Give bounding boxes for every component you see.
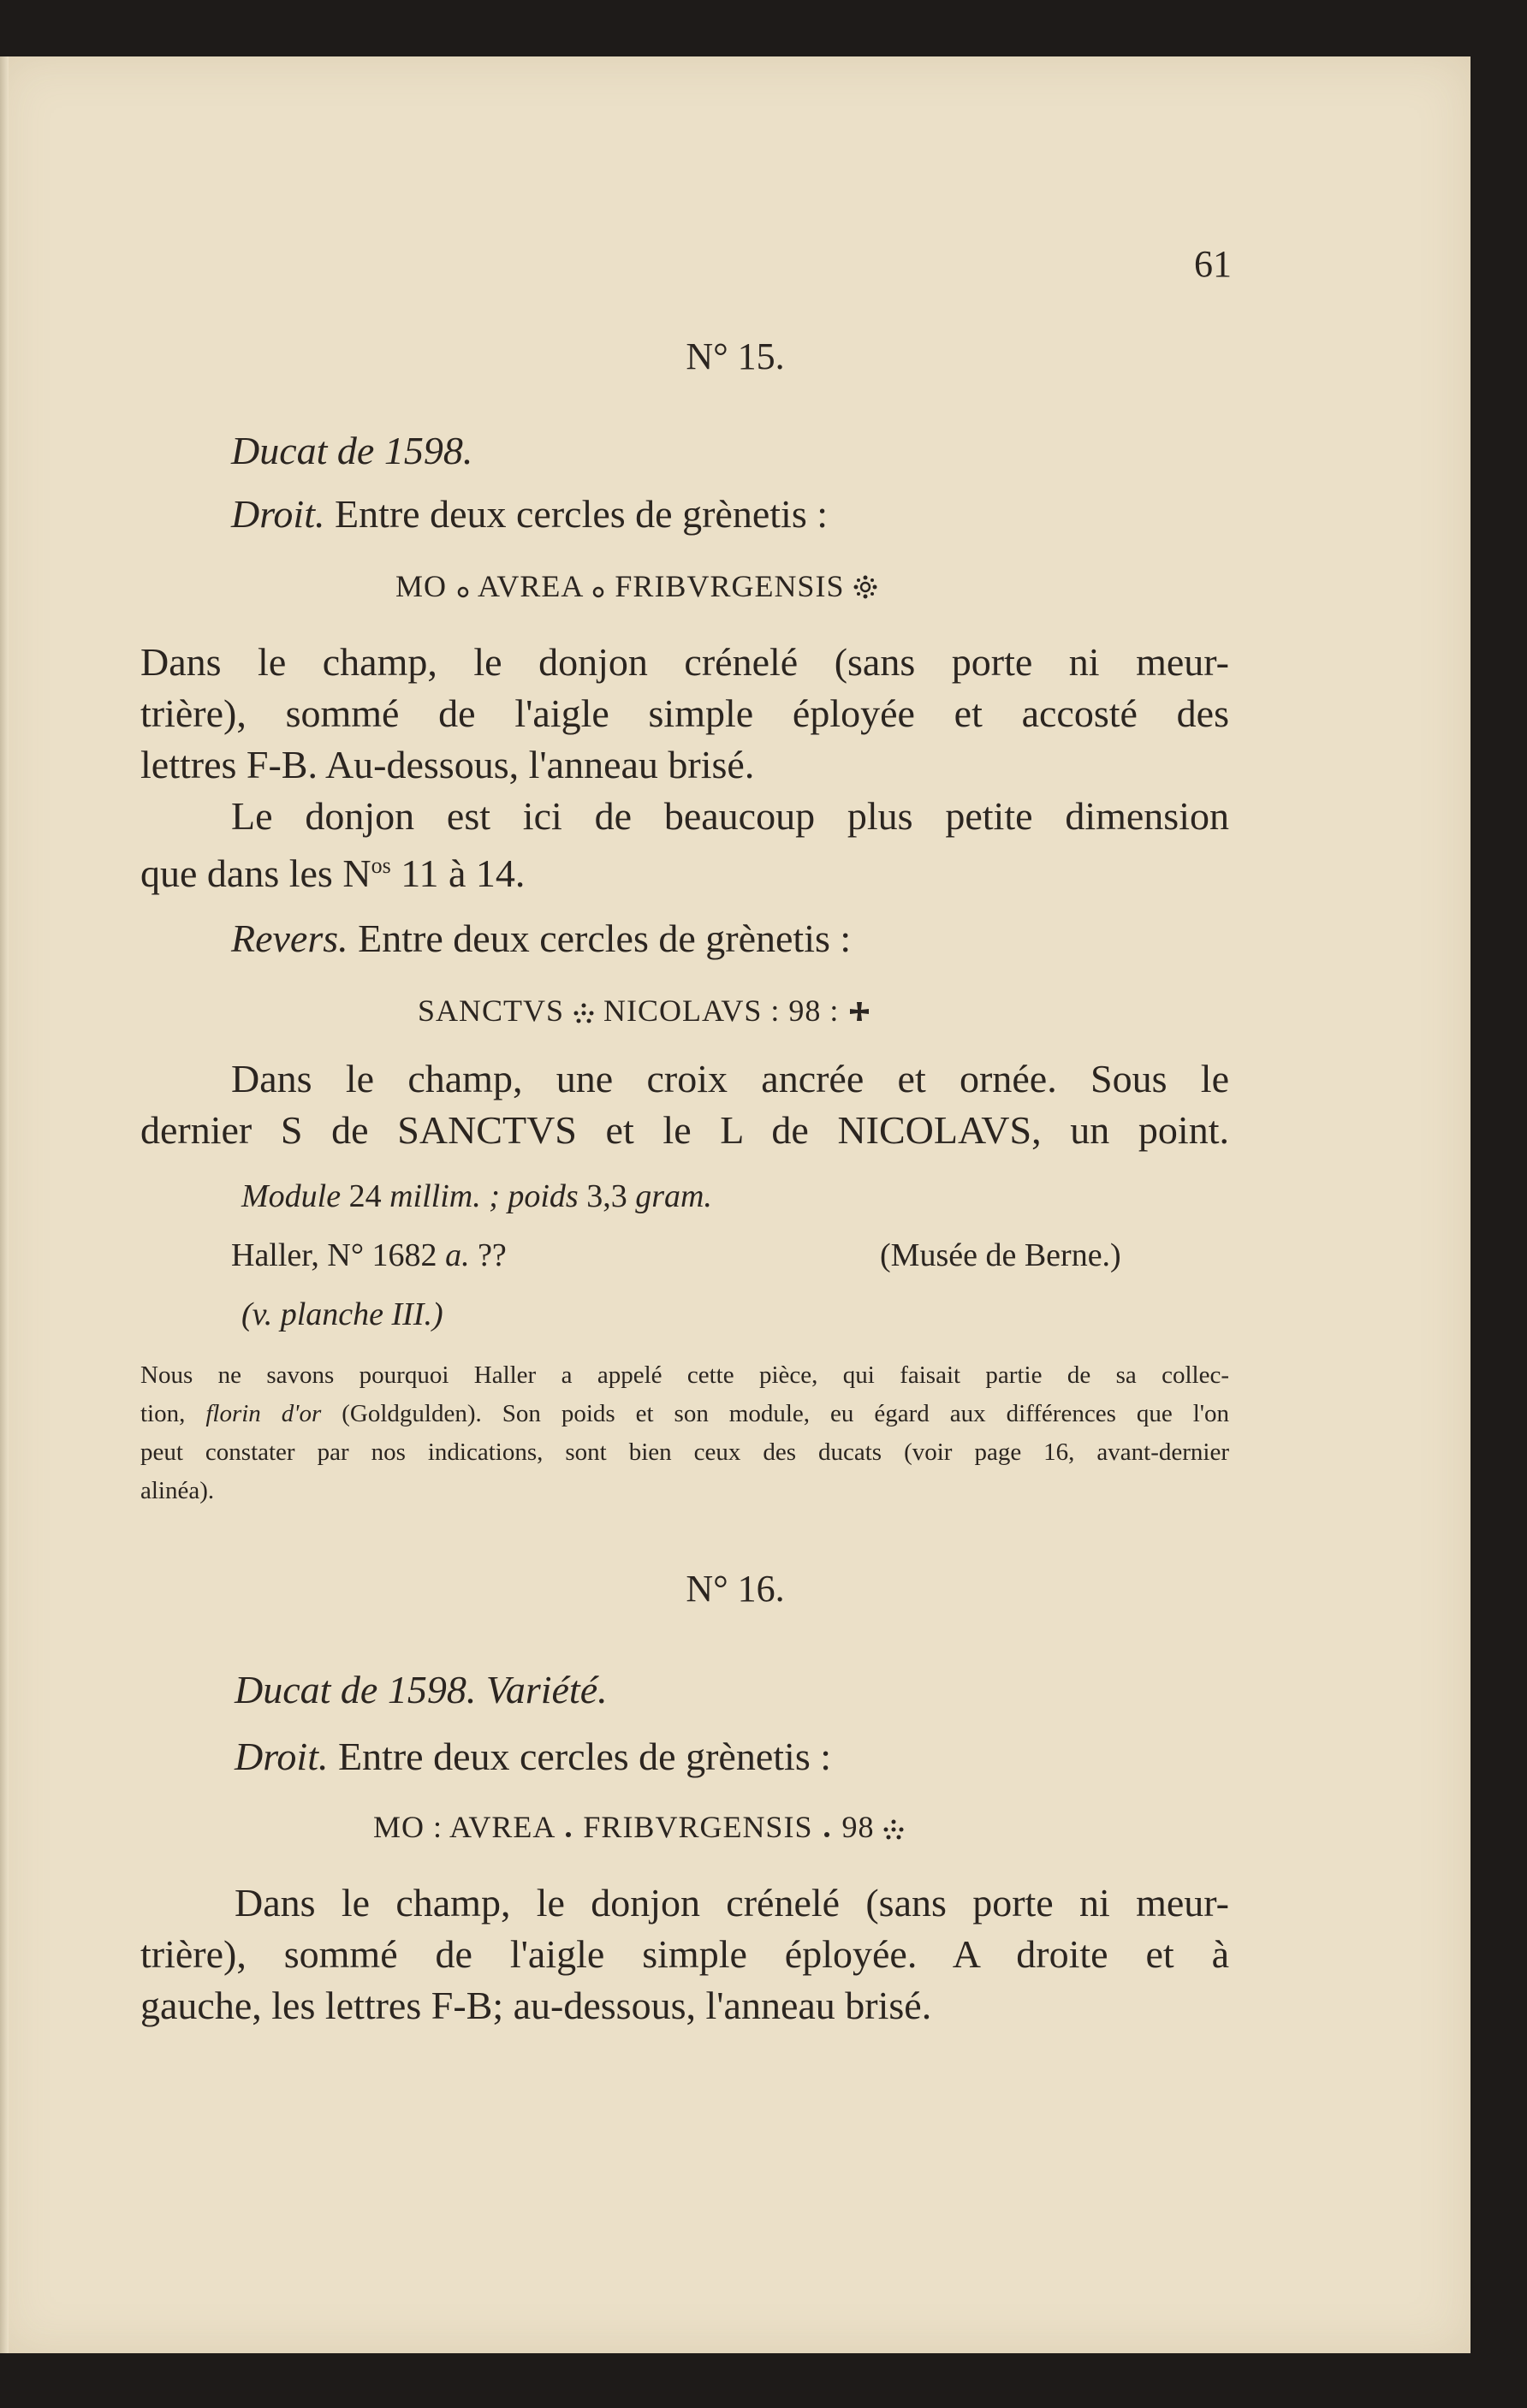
donjon-text: 11 à 14. — [390, 851, 526, 895]
legend-part: FRIBVRGENSIS — [615, 569, 845, 603]
revers-champ-line-2: dernier S de SANCTVS et le L de NICOLAVS, un point. — [140, 1108, 1229, 1152]
droit-legend-no16 — [373, 1809, 905, 1848]
module-line — [241, 1177, 712, 1215]
droit-line-no15 — [231, 488, 828, 541]
superscript: os — [371, 853, 391, 878]
footnote-text: tion, — [140, 1400, 206, 1427]
haller-reference — [231, 1237, 507, 1274]
footnote-line-4: alinéa). — [140, 1477, 215, 1504]
donjon-line-2 — [140, 847, 525, 900]
dot-cluster-icon — [882, 1812, 905, 1848]
no16-champ-line-2: trière), sommé de l'aigle simple éployée. A droite et à — [140, 1932, 1229, 1976]
small-circle-icon — [591, 572, 606, 608]
revers-text: Entre deux cercles de grènetis : — [358, 916, 852, 960]
module-value: 24 — [341, 1178, 390, 1214]
footnote-line-1: Nous ne savons pourquoi Haller a appelé cette pièce, qui faisait partie de sa collec- — [140, 1361, 1229, 1389]
coin-title-no16: Ducat de 1598. Variété. — [235, 1668, 608, 1711]
module-unit: millim. ; poids — [389, 1178, 579, 1214]
poids-value: 3,3 — [578, 1178, 636, 1214]
droit-label: Droit. — [231, 492, 325, 536]
middle-dot-icon — [562, 1812, 574, 1848]
no16-champ-line-3: gauche, les lettres F-B; au-dessous, l'anneau brisé. — [140, 1984, 932, 2027]
revers-label: Revers. — [231, 916, 348, 960]
no16-champ-line-1: Dans le champ, le donjon crénelé (sans porte ni meur- — [235, 1881, 1229, 1925]
dot-cluster-icon — [573, 996, 595, 1032]
revers-legend-no15 — [418, 993, 871, 1032]
droit-legend-no15 — [395, 568, 878, 608]
small-circle-icon — [455, 572, 471, 608]
legend-part: 98 — [841, 1810, 875, 1844]
legend-part: MO — [395, 569, 448, 603]
middle-dot-icon — [821, 1812, 833, 1848]
cross-pattee-icon — [847, 996, 871, 1032]
donjon-text: que dans les N — [140, 851, 371, 895]
revers-line-no15 — [231, 912, 851, 965]
champ-line-3: lettres F-B. Au-dessous, l'anneau brisé. — [140, 743, 755, 786]
section-heading-no16: N° 16. — [686, 1568, 785, 1610]
module-label: Module — [241, 1178, 342, 1214]
coin-title-no15: Ducat de 1598. — [231, 429, 473, 472]
poids-unit: gram. — [635, 1178, 712, 1214]
museum-reference: (Musée de Berne.) — [880, 1237, 1121, 1273]
footnote-line-2 — [140, 1395, 1229, 1433]
droit-line-no16 — [235, 1730, 831, 1783]
page-number: 61 — [1194, 243, 1232, 285]
section-heading-no15: N° 15. — [686, 335, 785, 377]
haller-text: ?? — [469, 1237, 507, 1273]
page-edge-shadow — [0, 56, 9, 2353]
revers-champ-line-1: Dans le champ, une croix ancrée et ornée. Sous le — [231, 1057, 1229, 1100]
donjon-line-1: Le donjon est ici de beaucoup plus petite dimension — [231, 794, 1229, 838]
droit-label: Droit. — [235, 1735, 329, 1778]
legend-part: MO : AVREA — [373, 1810, 555, 1844]
droit-text: Entre deux cercles de grènetis : — [337, 1735, 831, 1778]
legend-part: SANCTVS — [418, 993, 565, 1028]
footnote-text: (Goldgulden). Son poids et son module, eu égard aux différences que l'on — [321, 1400, 1229, 1427]
champ-line-2: trière), sommé de l'aigle simple éployée et accosté des — [140, 691, 1229, 735]
legend-part: NICOLAVS : 98 : — [603, 993, 840, 1028]
legend-part: FRIBVRGENSIS — [583, 1810, 813, 1844]
footnote-line-3: peut constater par nos indications, sont bien ceux des ducats (voir page 16, avant-dernier — [140, 1438, 1229, 1466]
haller-text: a. — [445, 1237, 470, 1273]
planche-reference: (v. planche III.) — [241, 1296, 443, 1332]
champ-line-1: Dans le champ, le donjon crénelé (sans porte ni meur- — [140, 640, 1229, 684]
droit-text: Entre deux cercles de grènetis : — [334, 492, 828, 536]
legend-part: AVREA — [478, 569, 583, 603]
footnote-italic: florin d'or — [205, 1400, 322, 1427]
rosette-icon — [853, 572, 878, 608]
haller-text: Haller, N° 1682 — [231, 1237, 446, 1273]
